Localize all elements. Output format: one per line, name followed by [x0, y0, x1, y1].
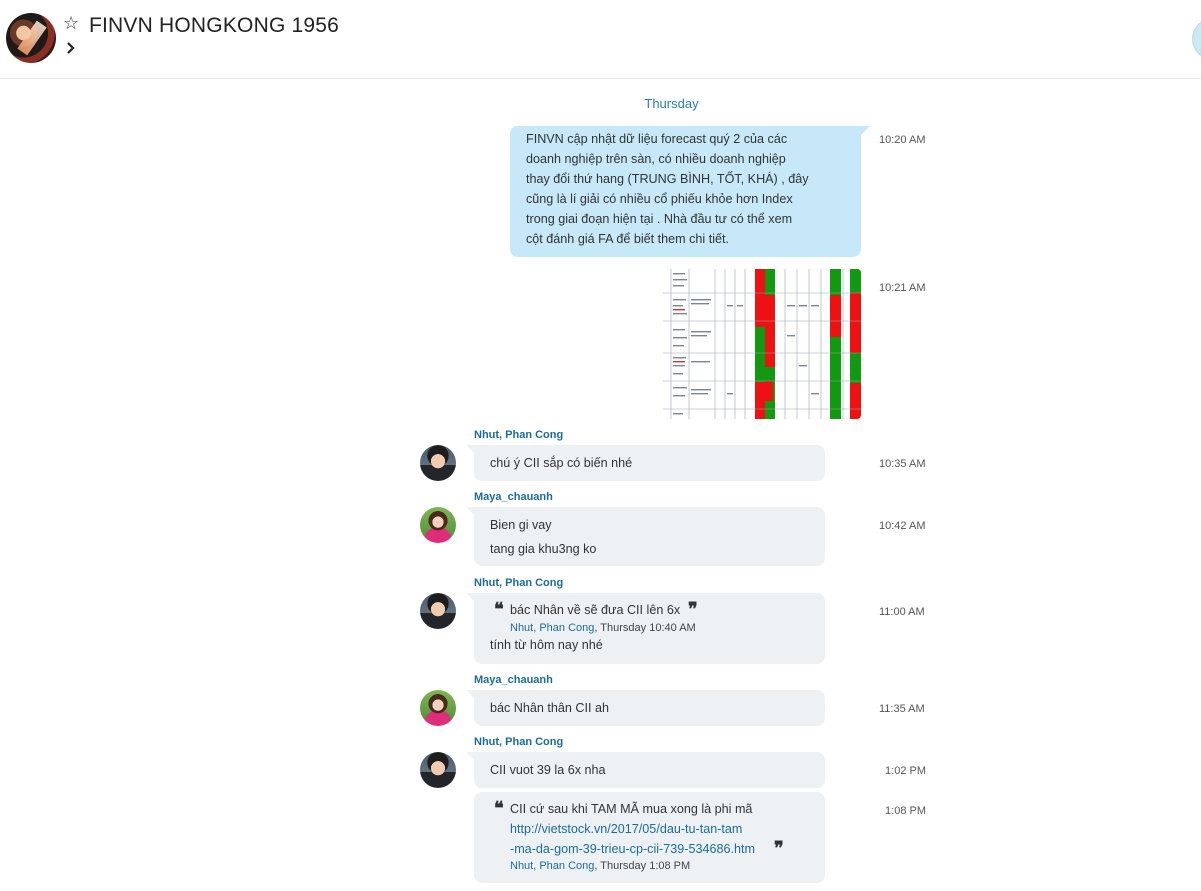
quote-open-icon: ❝ [494, 798, 504, 819]
quote-text: bác Nhân về sẽ đưa CII lên 6x [510, 603, 681, 617]
profile-avatar-button[interactable] [1192, 18, 1201, 60]
avatar[interactable] [420, 593, 456, 629]
message-time: 11:00 AM [879, 606, 925, 618]
avatar[interactable] [420, 507, 456, 543]
conversation-header [0, 0, 1201, 79]
quote-close-icon: ❞ [688, 599, 698, 620]
quote-attribution [510, 622, 696, 634]
message-time: 10:20 AM [879, 134, 926, 146]
message-text: CII vuot 39 la 6x nha [490, 763, 606, 777]
quote-timestamp: , Thursday 1:08 PM [594, 860, 691, 872]
incoming-message[interactable] [474, 445, 825, 481]
message-text: chú ý CII sắp có biến nhé [490, 456, 633, 470]
incoming-message[interactable] [474, 507, 825, 566]
avatar[interactable] [420, 445, 456, 481]
quote-open-icon: ❝ [494, 599, 504, 620]
avatar[interactable] [420, 752, 456, 788]
star-icon[interactable]: ☆ [63, 13, 80, 33]
quote-close-icon: ❞ [774, 838, 784, 859]
sender-name[interactable]: Nhut, Phan Cong [474, 429, 564, 441]
message-text: bác Nhân thân CII ah [490, 701, 610, 715]
outgoing-message[interactable] [510, 126, 861, 257]
quote-link[interactable]: http://vietstock.vn/2017/05/dau-tu-tan-tam [510, 822, 743, 836]
sender-name[interactable]: Maya_chauanh [474, 491, 553, 503]
message-text: FINVN cập nhật dữ liệu forecast quý 2 của các doanh nghiệp trên sàn, có nhiều doanh nghiệp thay đổi thứ hang (TRUNG BÌNH, TỐT, KHÁ) , đây cũng là lí giải có nhiều cổ phiếu khỏe hơn Index trong giai đoạn hiện tại . Nhà đầu tư có thể xem cột đánh giá FA để biết them chi tiết. [526, 132, 809, 246]
message-text: tang gia khu3ng ko [490, 542, 597, 556]
quote-author[interactable]: Nhut, Phan Cong [510, 622, 595, 634]
forecast-table-image [663, 269, 861, 419]
message-time: 1:08 PM [885, 805, 926, 817]
sender-name[interactable]: Nhut, Phan Cong [474, 736, 564, 748]
message-time: 10:35 AM [879, 458, 926, 470]
message-time: 11:35 AM [879, 703, 925, 715]
sender-name[interactable]: Maya_chauanh [474, 674, 553, 686]
day-separator: Thursday [644, 96, 699, 111]
group-avatar[interactable] [6, 13, 56, 63]
quote-link-continued[interactable]: -ma-da-gom-39-trieu-cp-cii-739-534686.htm [510, 842, 755, 856]
shared-image[interactable] [663, 269, 861, 419]
quote-text: CII cứ sau khi TAM MÃ mua xong là phi mã [510, 802, 753, 816]
incoming-message[interactable] [474, 690, 825, 726]
conversation-title[interactable]: FINVN HONGKONG 1956 [89, 14, 340, 37]
incoming-message[interactable] [474, 752, 825, 788]
avatar[interactable] [420, 690, 456, 726]
quote-author[interactable]: Nhut, Phan Cong [510, 860, 595, 872]
message-time: 1:02 PM [885, 765, 926, 777]
message-text: Bien gi vay [490, 518, 552, 532]
quote-timestamp: , Thursday 10:40 AM [594, 622, 696, 634]
message-time: 10:42 AM [879, 520, 926, 532]
quote-attribution [510, 860, 690, 872]
sender-name[interactable]: Nhut, Phan Cong [474, 577, 564, 589]
message-text: tính từ hôm nay nhé [490, 638, 603, 652]
chevron-right-icon[interactable] [66, 42, 76, 54]
incoming-message[interactable] [474, 593, 825, 664]
incoming-message[interactable] [474, 792, 825, 883]
message-time: 10:21 AM [879, 282, 926, 294]
